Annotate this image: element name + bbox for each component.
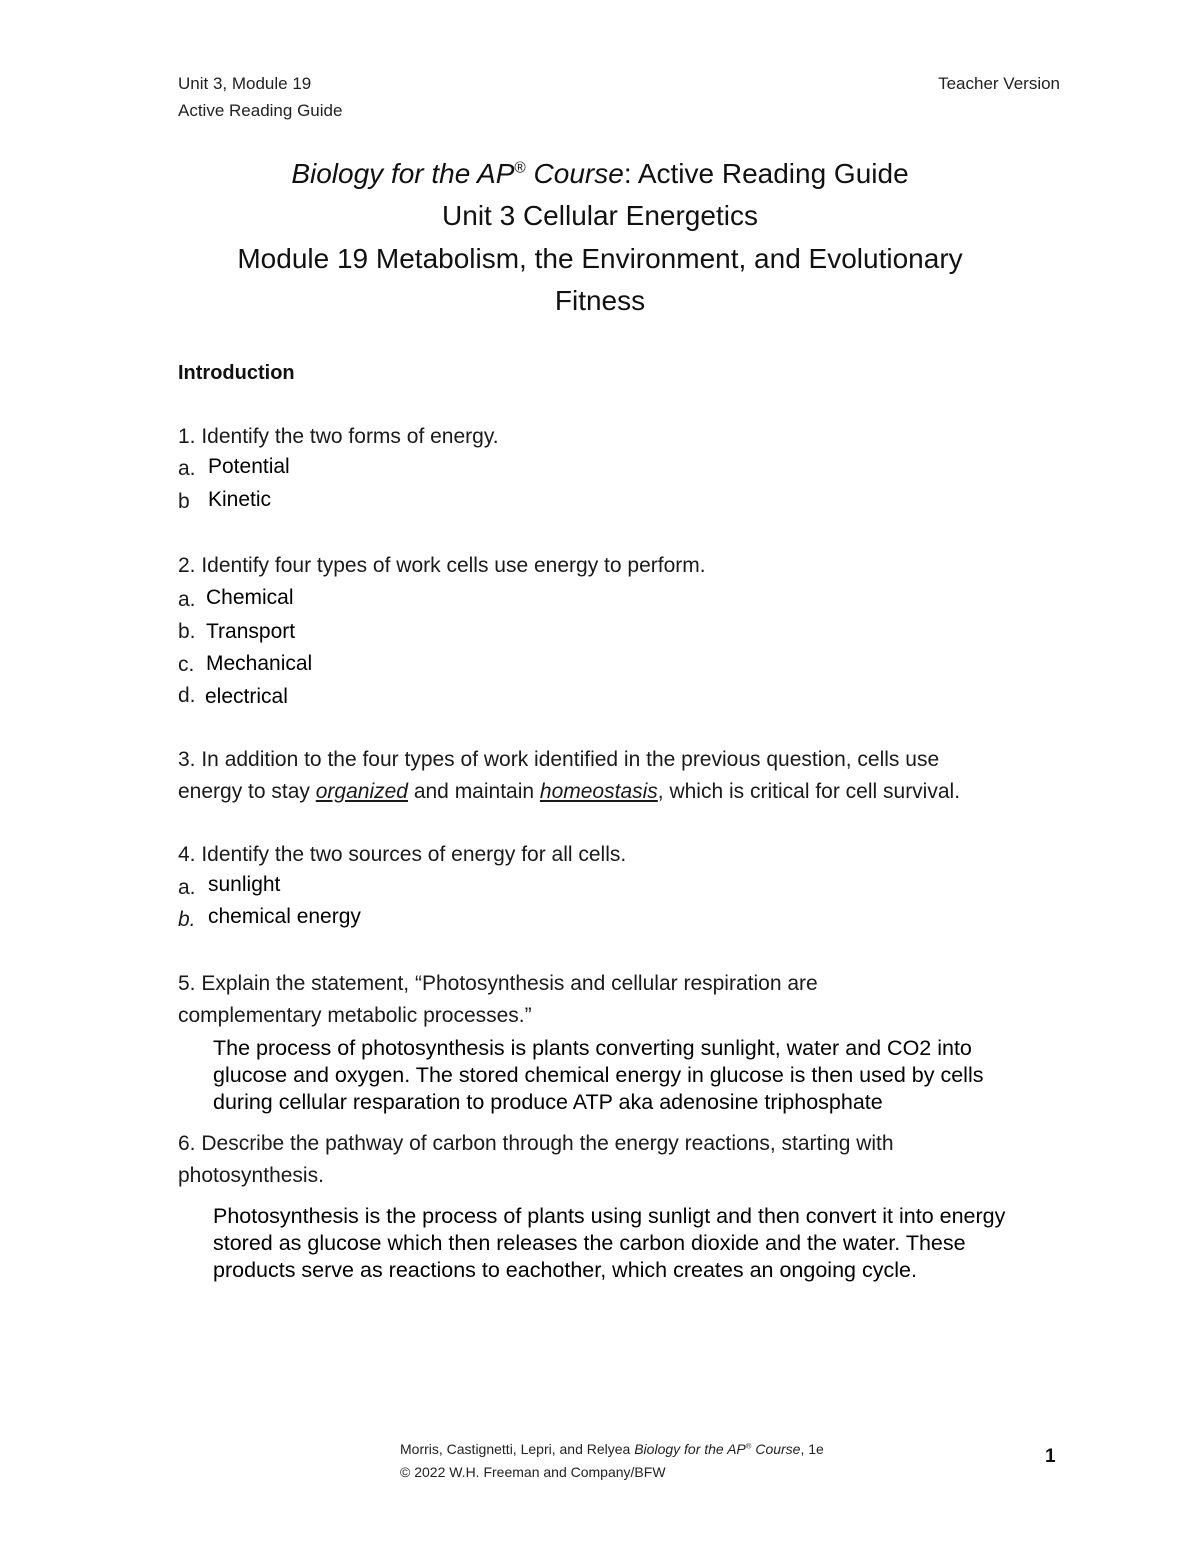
q1-label-b: b	[178, 490, 190, 513]
header-unit-module: Unit 3, Module 19	[178, 74, 312, 93]
question-3-line2	[178, 780, 960, 804]
page-number: 1	[1045, 1446, 1056, 1467]
footer-course: Course	[751, 1441, 801, 1457]
document-title	[0, 158, 1200, 190]
q1-label-a: a.	[178, 457, 196, 480]
title-rest: : Active Reading Guide	[623, 158, 909, 189]
section-heading: Introduction	[178, 362, 295, 384]
footer-edition: , 1e	[800, 1441, 824, 1457]
q3-mid: and maintain	[407, 780, 540, 803]
question-6-line1: 6. Describe the pathway of carbon through the energy reactions, starting with	[178, 1132, 894, 1155]
footer-copyright: © 2022 W.H. Freeman and Company/BFW	[400, 1464, 666, 1480]
question-5-line2: complementary metabolic processes.”	[178, 1004, 532, 1027]
footer-authors: Morris, Castignetti, Lepri, and Relyea	[400, 1441, 635, 1457]
q2-answer-d: electrical	[205, 685, 288, 708]
q2-label-a: a.	[178, 588, 196, 611]
q4-answer-a: sunlight	[208, 873, 281, 896]
q2-label-c: c.	[178, 653, 195, 676]
title-book: Biology for the AP	[291, 158, 515, 189]
q4-label-a: a.	[178, 876, 196, 899]
q2-answer-c: Mechanical	[206, 652, 313, 675]
title-module: Module 19 Metabolism, the Environment, and Evolutionary	[237, 243, 963, 274]
title-course: Course	[525, 158, 624, 189]
q3-post: , which is critical for cell survival.	[657, 780, 961, 803]
question-4: 4. Identify the two sources of energy for all cells.	[178, 843, 627, 866]
q3-pre: energy to stay	[178, 780, 316, 803]
footer-citation	[400, 1441, 824, 1457]
question-2: 2. Identify four types of work cells use energy to perform.	[178, 554, 706, 577]
q5-answer: The process of photosynthesis is plants converting sunlight, water and CO2 into glucose and oxygen. The stored chemical energy in glucose is then used by cells during cellular resparation to produce ATP aka adenosine triphosphate	[213, 1036, 984, 1114]
q1-answer-b: Kinetic	[208, 488, 272, 511]
footer-book: Biology for the AP	[634, 1441, 746, 1457]
question-1: 1. Identify the two forms of energy.	[178, 425, 499, 448]
title-unit: Unit 3 Cellular Energetics	[442, 200, 758, 231]
header-version: Teacher Version	[938, 74, 1060, 93]
q3-blank-organized: organized	[315, 780, 408, 803]
q6-answer: Photosynthesis is the process of plants using sunligt and then convert it into energy stored as glucose which then releases the carbon dioxide and the water. These products serve as reactions to eachother, which creates an ongoing cycle.	[213, 1204, 1006, 1282]
footer-reg-mark: ®	[745, 1441, 752, 1451]
question-3-line1: 3. In addition to the four types of work identified in the previous question, cells use	[178, 748, 940, 771]
q4-label-b: b.	[178, 908, 196, 931]
title-module-cont: Fitness	[554, 285, 646, 316]
q2-answer-b: Transport	[206, 620, 296, 643]
title-reg-mark: ®	[514, 159, 526, 177]
q3-blank-homeostasis: homeostasis	[539, 780, 658, 803]
header-guide: Active Reading Guide	[178, 101, 343, 120]
q2-label-b: b.	[178, 620, 196, 643]
q4-answer-b: chemical energy	[208, 905, 361, 928]
q2-label-d: d.	[178, 684, 196, 707]
q2-answer-a: Chemical	[206, 586, 294, 609]
q1-answer-a: Potential	[208, 455, 290, 478]
question-5-line1: 5. Explain the statement, “Photosynthesis and cellular respiration are	[178, 972, 818, 995]
question-6-line2: photosynthesis.	[178, 1164, 324, 1187]
